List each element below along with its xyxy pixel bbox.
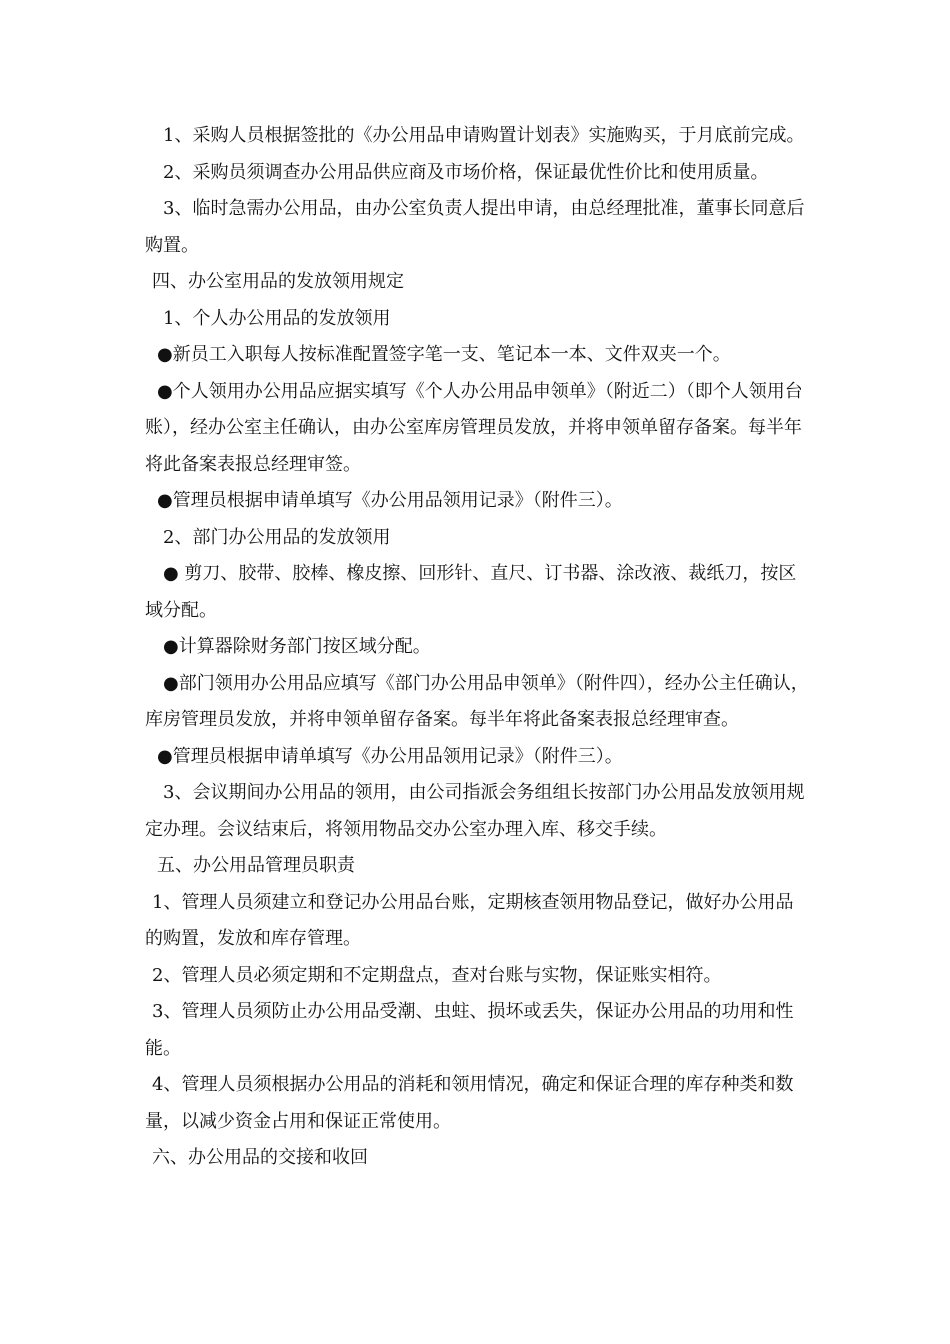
subheading-personal-supplies: 1、个人办公用品的发放领用 <box>163 307 391 329</box>
paragraph-purchase-2: 2、采购员须调查办公用品供应商及市场价格，保证最优性价比和使用质量。 <box>163 161 769 183</box>
section-heading-5: 五、办公用品管理员职责 <box>157 855 355 876</box>
paragraph-purchase-1: 1、采购人员根据签批的《办公用品申请购置计划表》实施购买，于月底前完成。 <box>163 125 805 146</box>
bullet-stationery-items: ● 剪刀、胶带、胶棒、橡皮擦、回形针、直尺、订书器、涂改液、裁纸刀，按区域分配。 <box>145 563 797 621</box>
bullet-admin-record-2: ●管理员根据申请单填写《办公用品领用记录》（附件三）。 <box>157 745 623 767</box>
paragraph-duty-4: 4、管理人员须根据办公用品的消耗和领用情况，确定和保证合理的库存种类和数量，以减少资金占用和保证正常使用。 <box>145 1074 794 1132</box>
paragraph-duty-1: 1、管理人员须建立和登记办公用品台账，定期核查领用物品登记，做好办公用品的购置，发放和库存管理。 <box>145 891 794 949</box>
document-body <box>145 118 810 1177</box>
bullet-department-requisition: ●部门领用办公用品应填写《部门办公用品申领单》（附件四），经办公主任确认，库房管理员发放，并将申领单留存备案。每半年将此备案表报总经理审查。 <box>145 672 809 730</box>
paragraph-duty-3: 3、管理人员须防止办公用品受潮、虫蛀、损坏或丢失，保证办公用品的功用和性能。 <box>145 1001 794 1059</box>
bullet-calculator: ●计算器除财务部门按区域分配。 <box>163 636 431 657</box>
subheading-department-supplies: 2、部门办公用品的发放领用 <box>163 526 391 548</box>
bullet-new-employee: ●新员工入职每人按标准配置签字笔一支、笔记本一本、文件双夹一个。 <box>157 344 731 365</box>
bullet-admin-record-1: ●管理员根据申请单填写《办公用品领用记录》（附件三）。 <box>157 490 623 511</box>
section-heading-4: 四、办公室用品的发放领用规定 <box>152 271 404 292</box>
paragraph-duty-2: 2、管理人员必须定期和不定期盘点，查对台账与实物，保证账实相符。 <box>152 964 722 986</box>
bullet-personal-requisition: ●个人领用办公用品应据实填写《个人办公用品申领单》（附近二）（即个人领用台账），经办公室主任确认，由办公室库房管理员发放，并将申领单留存备案。每半年将此备案表报总经理审签。 <box>145 380 803 475</box>
section-heading-6: 六、办公用品的交接和收回 <box>152 1147 368 1168</box>
paragraph-meeting-supplies: 3、会议期间办公用品的领用，由公司指派会务组组长按部门办公用品发放领用规定办理。会议结束后，将领用物品交办公室办理入库、移交手续。 <box>145 782 805 840</box>
paragraph-purchase-3: 3、临时急需办公用品，由办公室负责人提出申请，由总经理批准，董事长同意后购置。 <box>145 198 805 256</box>
